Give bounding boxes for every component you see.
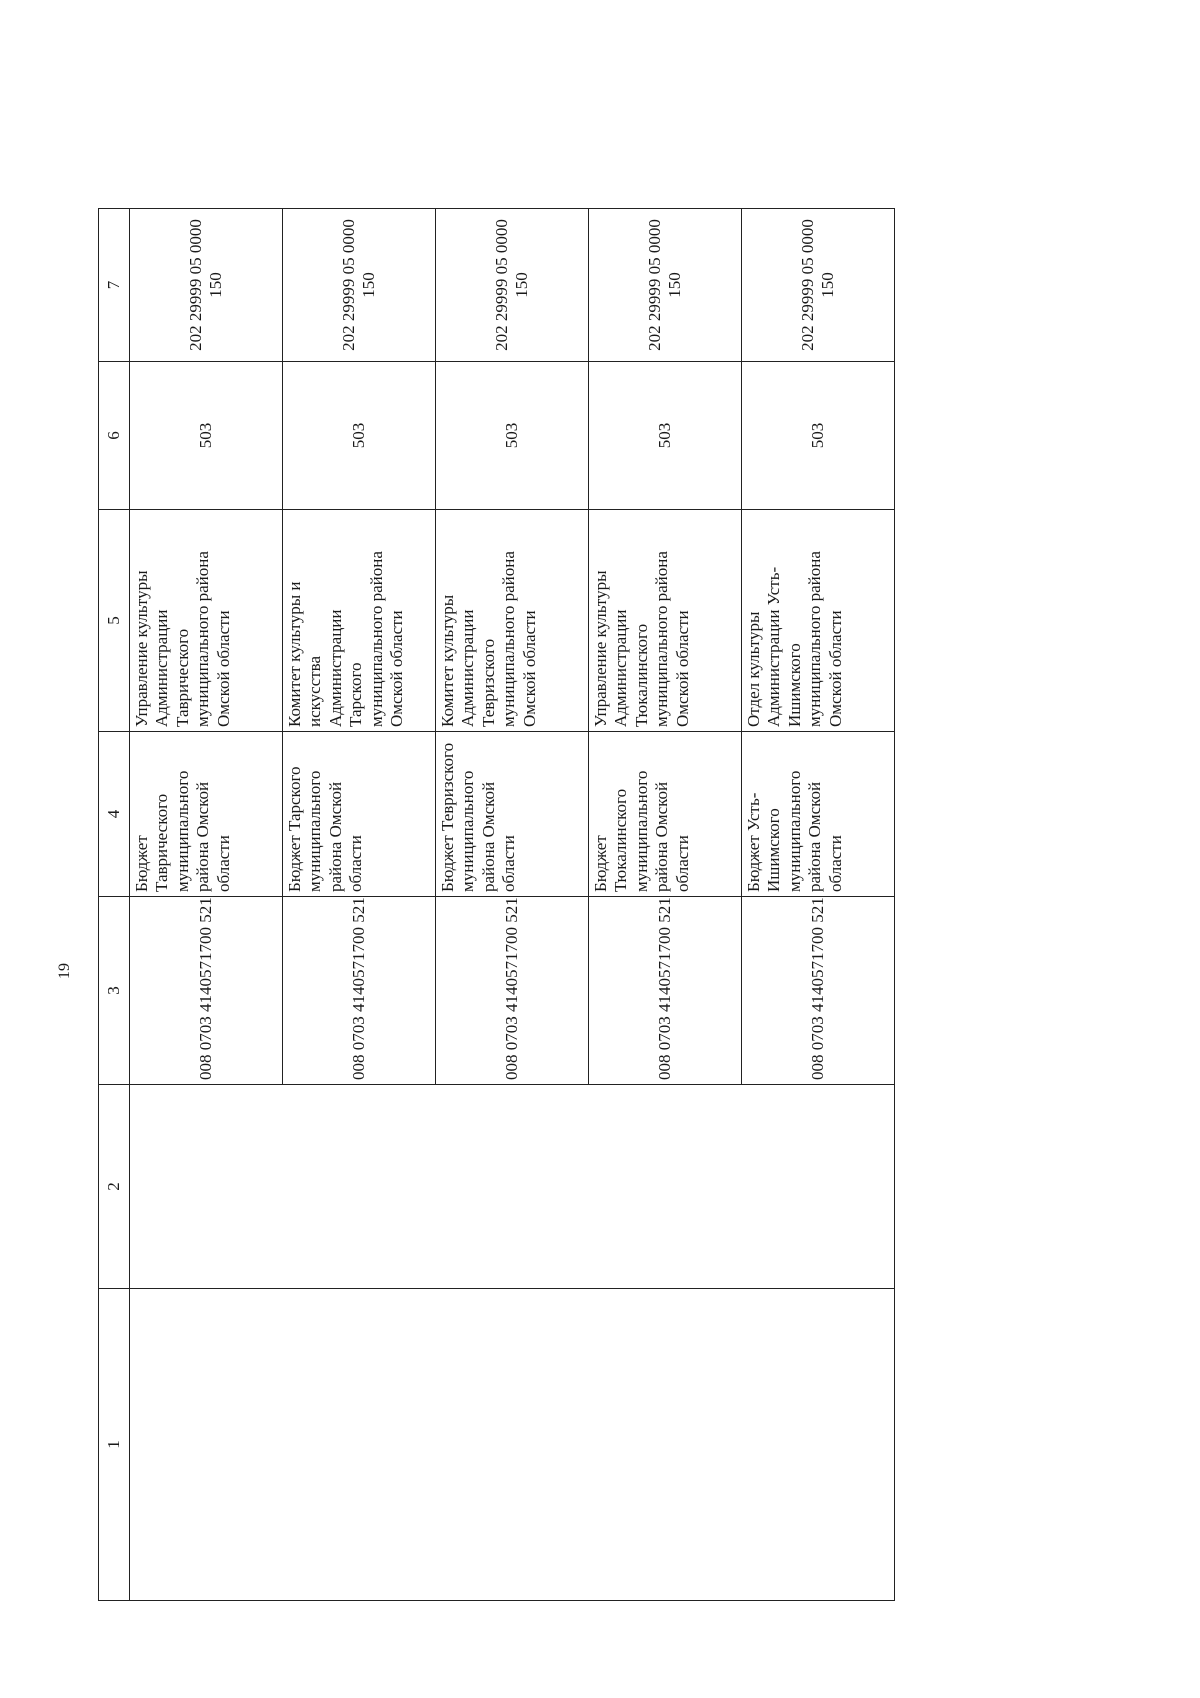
- table-row: [589, 209, 742, 1601]
- cell-admin-code: 503: [436, 362, 589, 510]
- cell-admin-code: 503: [283, 362, 436, 510]
- cell-administrator: Управление культуры Администрации Тюкалинского муниципального района Омской области: [589, 510, 742, 732]
- page-number: 19: [56, 963, 73, 979]
- cell-budget: Бюджет Тевризского муниципального района Омской области: [436, 732, 589, 897]
- rotated-table-container: [98, 209, 954, 1601]
- header-col-6: 6: [99, 362, 130, 510]
- header-col-7: 7: [99, 209, 130, 362]
- header-row: [99, 209, 130, 1601]
- cell-code: 008 0703 4140571700 521: [283, 897, 436, 1085]
- header-col-2: 2: [99, 1085, 130, 1289]
- cell-budget: Бюджет Тюкалинского муниципального района Омской области: [589, 732, 742, 897]
- table-row: [283, 209, 436, 1601]
- cell-admin-code: 503: [589, 362, 742, 510]
- cell-col-1: [742, 1289, 895, 1601]
- header-col-5: 5: [99, 510, 130, 732]
- cell-col-1: [283, 1289, 436, 1601]
- cell-income-code: 202 29999 05 0000 150: [742, 209, 895, 362]
- header-col-3: 3: [99, 897, 130, 1085]
- cell-budget: Бюджет Таврического муниципального района Омской области: [130, 732, 283, 897]
- cell-col-1: [130, 1289, 283, 1601]
- table-row: [130, 209, 283, 1601]
- cell-code: 008 0703 4140571700 521: [589, 897, 742, 1085]
- cell-budget: Бюджет Усть- Ишимского муниципального района Омской области: [742, 732, 895, 897]
- cell-admin-code: 503: [742, 362, 895, 510]
- cell-col-2: [130, 1085, 283, 1289]
- cell-income-code: 202 29999 05 0000 150: [436, 209, 589, 362]
- header-col-4: 4: [99, 732, 130, 897]
- table-row: [436, 209, 589, 1601]
- cell-income-code: 202 29999 05 0000 150: [589, 209, 742, 362]
- cell-code: 008 0703 4140571700 521: [130, 897, 283, 1085]
- cell-code: 008 0703 4140571700 521: [436, 897, 589, 1085]
- cell-administrator: Управление культуры Администрации Таврического муниципального района Омской области: [130, 510, 283, 732]
- cell-col-2: [283, 1085, 436, 1289]
- header-col-1: 1: [99, 1289, 130, 1601]
- table-row: [742, 209, 895, 1601]
- cell-admin-code: 503: [130, 362, 283, 510]
- budget-table: [98, 208, 895, 1601]
- cell-income-code: 202 29999 05 0000 150: [283, 209, 436, 362]
- cell-administrator: Комитет культуры и искусства Администрации Тарского муниципального района Омской области: [283, 510, 436, 732]
- cell-col-2: [436, 1085, 589, 1289]
- cell-col-1: [589, 1289, 742, 1601]
- cell-col-2: [742, 1085, 895, 1289]
- cell-col-2: [589, 1085, 742, 1289]
- cell-administrator: Комитет культуры Администрации Тевризского муниципального района Омской области: [436, 510, 589, 732]
- cell-budget: Бюджет Тарского муниципального района Омской области: [283, 732, 436, 897]
- cell-code: 008 0703 4140571700 521: [742, 897, 895, 1085]
- cell-administrator: Отдел культуры Администрации Усть- Ишимского муниципального района Омской области: [742, 510, 895, 732]
- cell-col-1: [436, 1289, 589, 1601]
- cell-income-code: 202 29999 05 0000 150: [130, 209, 283, 362]
